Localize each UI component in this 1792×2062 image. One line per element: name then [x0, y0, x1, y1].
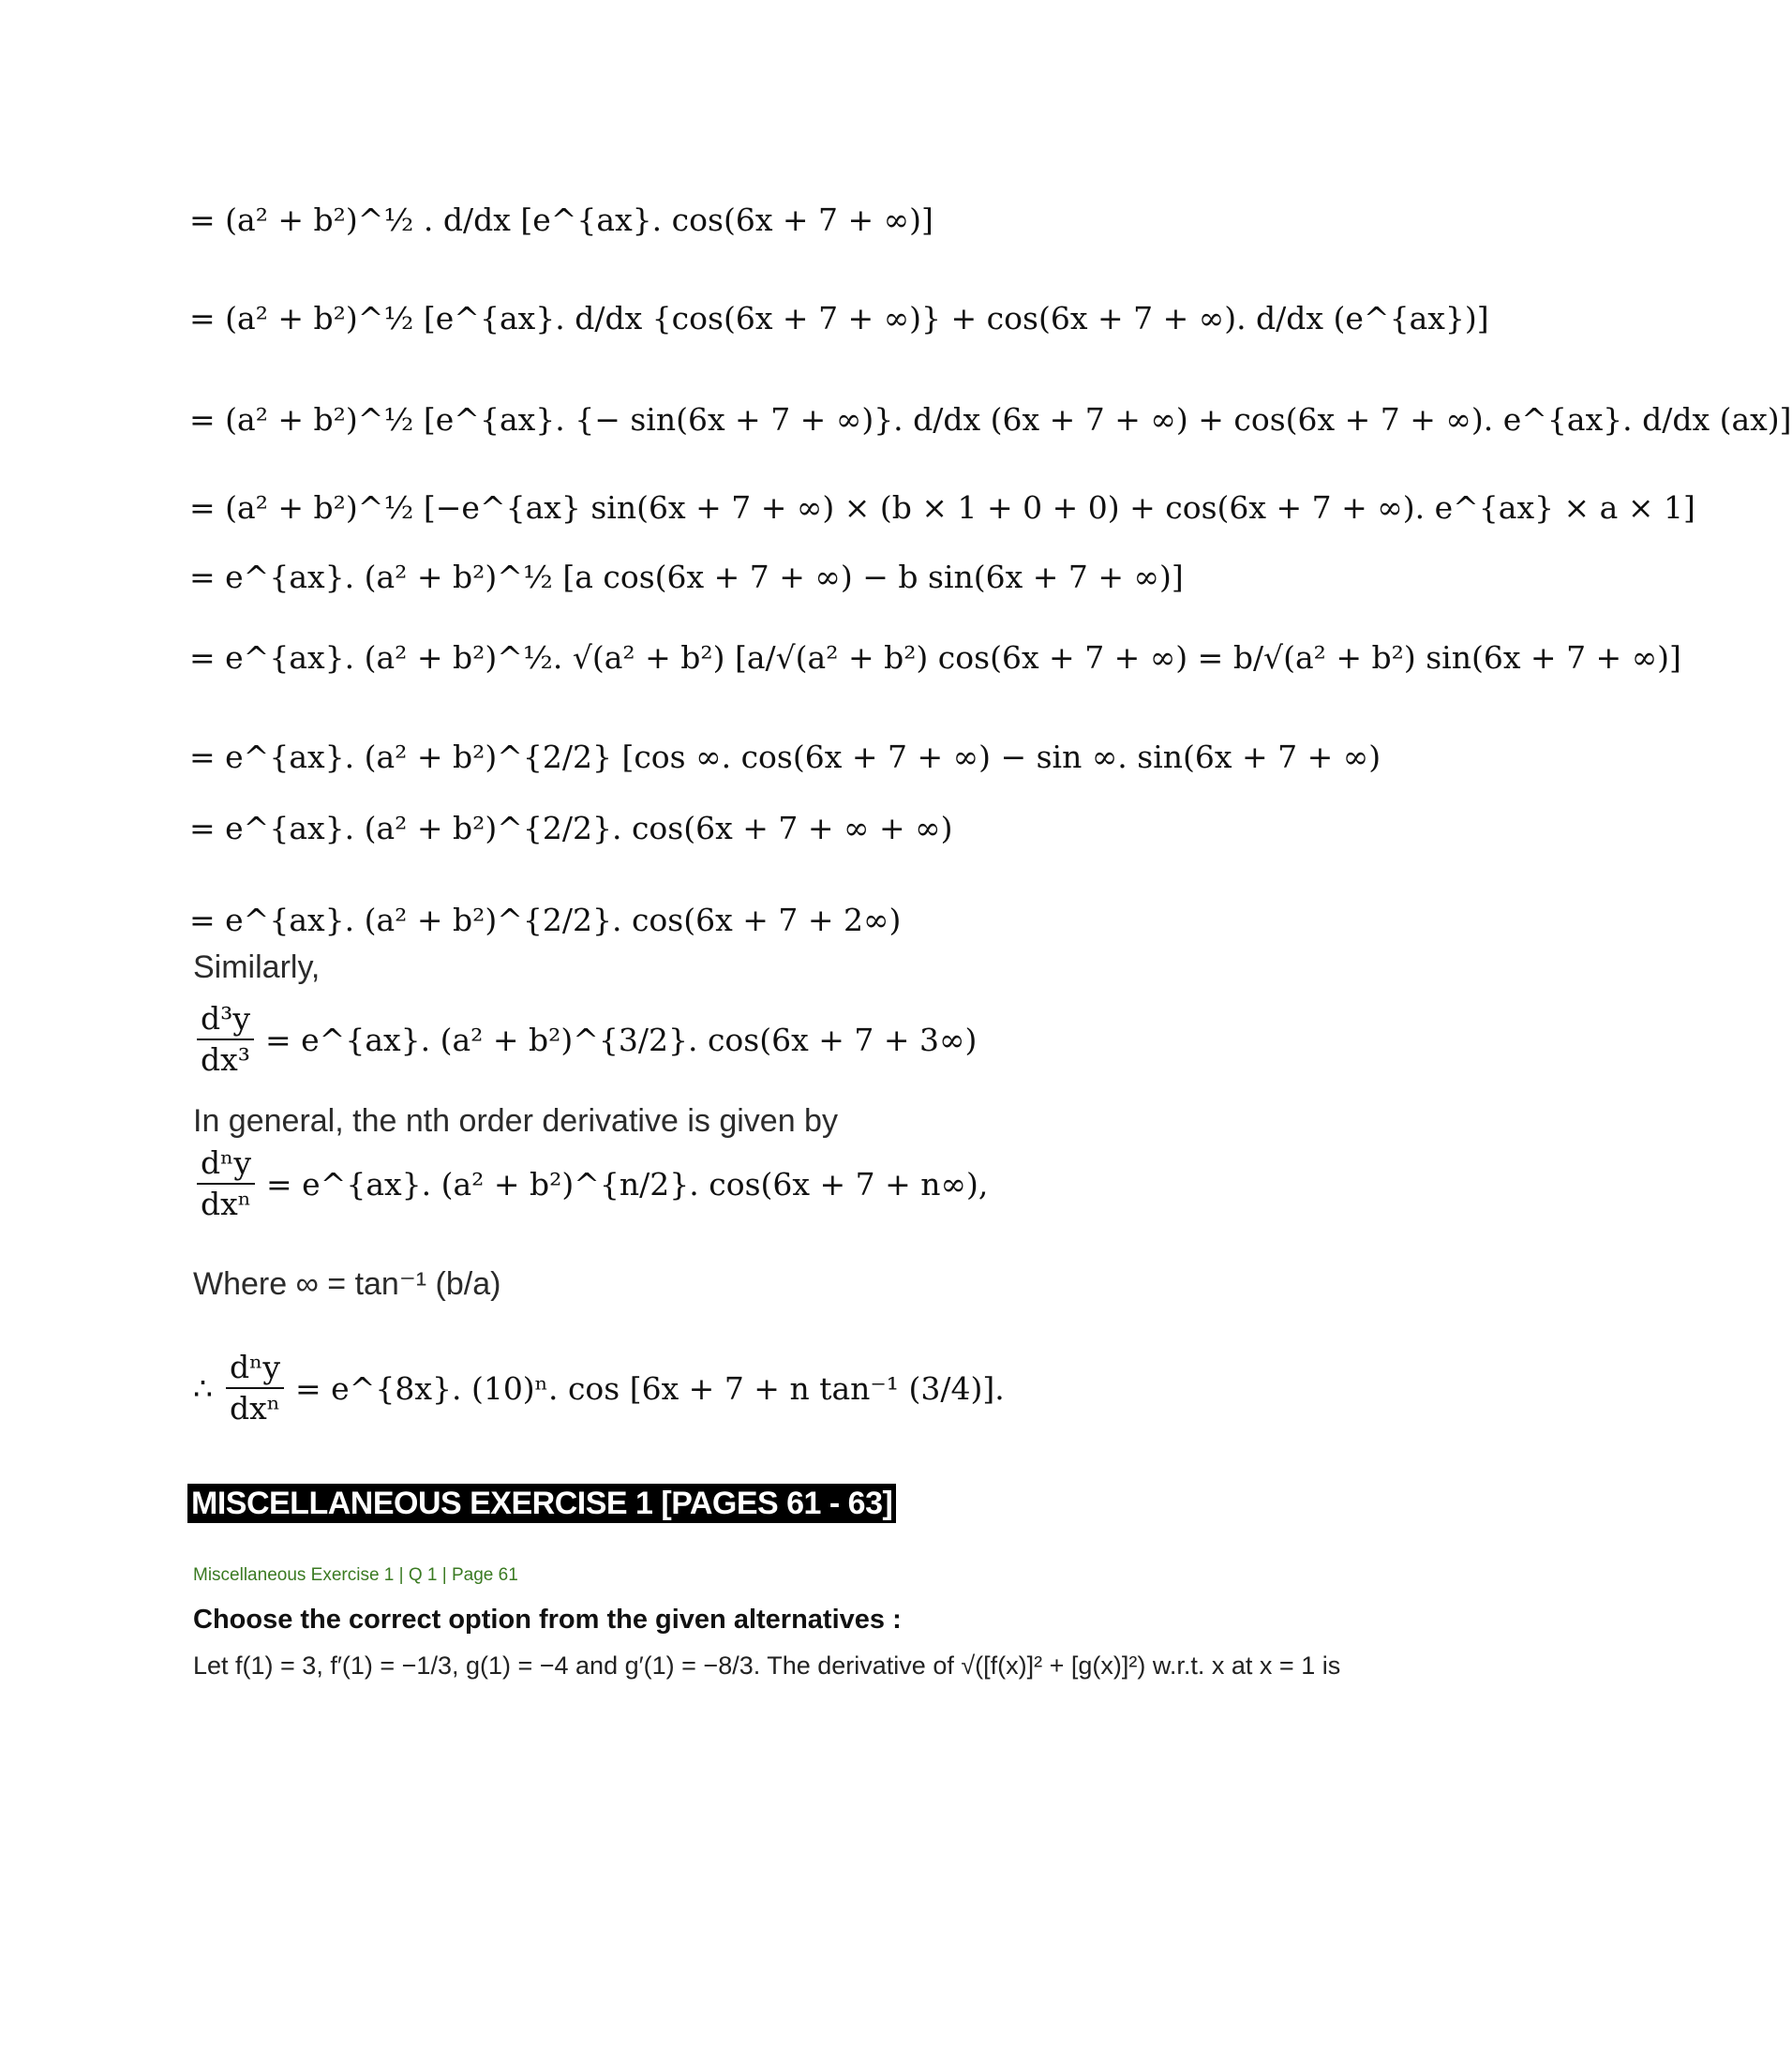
section-title: MISCELLANEOUS EXERCISE 1 [PAGES 61 - 63]: [187, 1484, 896, 1523]
similarly-label: Similarly,: [193, 949, 321, 985]
step-7: = e^{ax}. (a² + b²)^{2/2} [cos ∞. cos(6x + 7 + ∞) − sin ∞. sin(6x + 7 + ∞): [189, 739, 1381, 775]
step-9: = e^{ax}. (a² + b²)^{2/2}. cos(6x + 7 + 2∞): [189, 902, 902, 938]
conclusion-den: dxⁿ: [226, 1387, 284, 1427]
nth-derivative-num: dⁿy: [201, 1144, 252, 1181]
third-derivative-rhs: = e^{ax}. (a² + b²)^{3/2}. cos(6x + 7 + 3∞): [265, 1021, 978, 1058]
step-1: = (a² + b²)^½ . d/dx [e^{ax}. cos(6x + 7 + ∞)]: [189, 202, 933, 238]
question-heading: Choose the correct option from the given alternatives :: [193, 1605, 902, 1635]
general-text: In general, the nth order derivative is given by: [193, 1103, 838, 1139]
therefore-symbol: ∴: [193, 1369, 213, 1407]
third-derivative-lhs: [197, 1001, 254, 1078]
step-8: = e^{ax}. (a² + b²)^{2/2}. cos(6x + 7 + ∞ + ∞): [189, 810, 953, 846]
nth-derivative: [193, 1145, 988, 1222]
nth-derivative-den: dxⁿ: [197, 1183, 255, 1222]
conclusion-rhs: = e^{8x}. (10)ⁿ. cos [6x + 7 + n tan⁻¹ (3/4)].: [295, 1369, 1005, 1407]
question-breadcrumb[interactable]: Miscellaneous Exercise 1 | Q 1 | Page 61: [193, 1565, 518, 1585]
step-4: = (a² + b²)^½ [−e^{ax} sin(6x + 7 + ∞) × (b × 1 + 0 + 0) + cos(6x + 7 + ∞). e^{ax} × a × 1]: [189, 489, 1695, 526]
question-body: Let f(1) = 3, f′(1) = −1/3, g(1) = −4 and g′(1) = −8/3. The derivative of √([f(x)]² + [g(x)]²) w.r.t. x at x = 1 is: [193, 1651, 1341, 1680]
nth-derivative-rhs: = e^{ax}. (a² + b²)^{n/2}. cos(6x + 7 + n∞),: [266, 1165, 989, 1203]
step-3: = (a² + b²)^½ [e^{ax}. {− sin(6x + 7 + ∞)}. d/dx (6x + 7 + ∞) + cos(6x + 7 + ∞). e^{ax}. d/dx (ax)]: [189, 401, 1792, 438]
step-2: = (a² + b²)^½ [e^{ax}. d/dx {cos(6x + 7 + ∞)} + cos(6x + 7 + ∞). d/dx (e^{ax})]: [189, 300, 1489, 336]
third-derivative: [193, 1001, 977, 1078]
conclusion: [193, 1350, 1005, 1427]
third-derivative-den: dx³: [197, 1038, 254, 1078]
where-text: Where ∞ = tan⁻¹ (b/a): [193, 1266, 501, 1302]
conclusion-num: dⁿy: [230, 1349, 281, 1385]
nth-derivative-lhs: [197, 1145, 255, 1222]
step-5: = e^{ax}. (a² + b²)^½ [a cos(6x + 7 + ∞) − b sin(6x + 7 + ∞)]: [189, 559, 1184, 595]
third-derivative-num: d³y: [201, 1000, 250, 1037]
conclusion-lhs: [226, 1350, 284, 1427]
step-6: = e^{ax}. (a² + b²)^½. √(a² + b²) [a/√(a² + b²) cos(6x + 7 + ∞) = b/√(a² + b²) sin(6x + 7 + ∞)]: [189, 639, 1681, 676]
question-text: [193, 1651, 1340, 1681]
